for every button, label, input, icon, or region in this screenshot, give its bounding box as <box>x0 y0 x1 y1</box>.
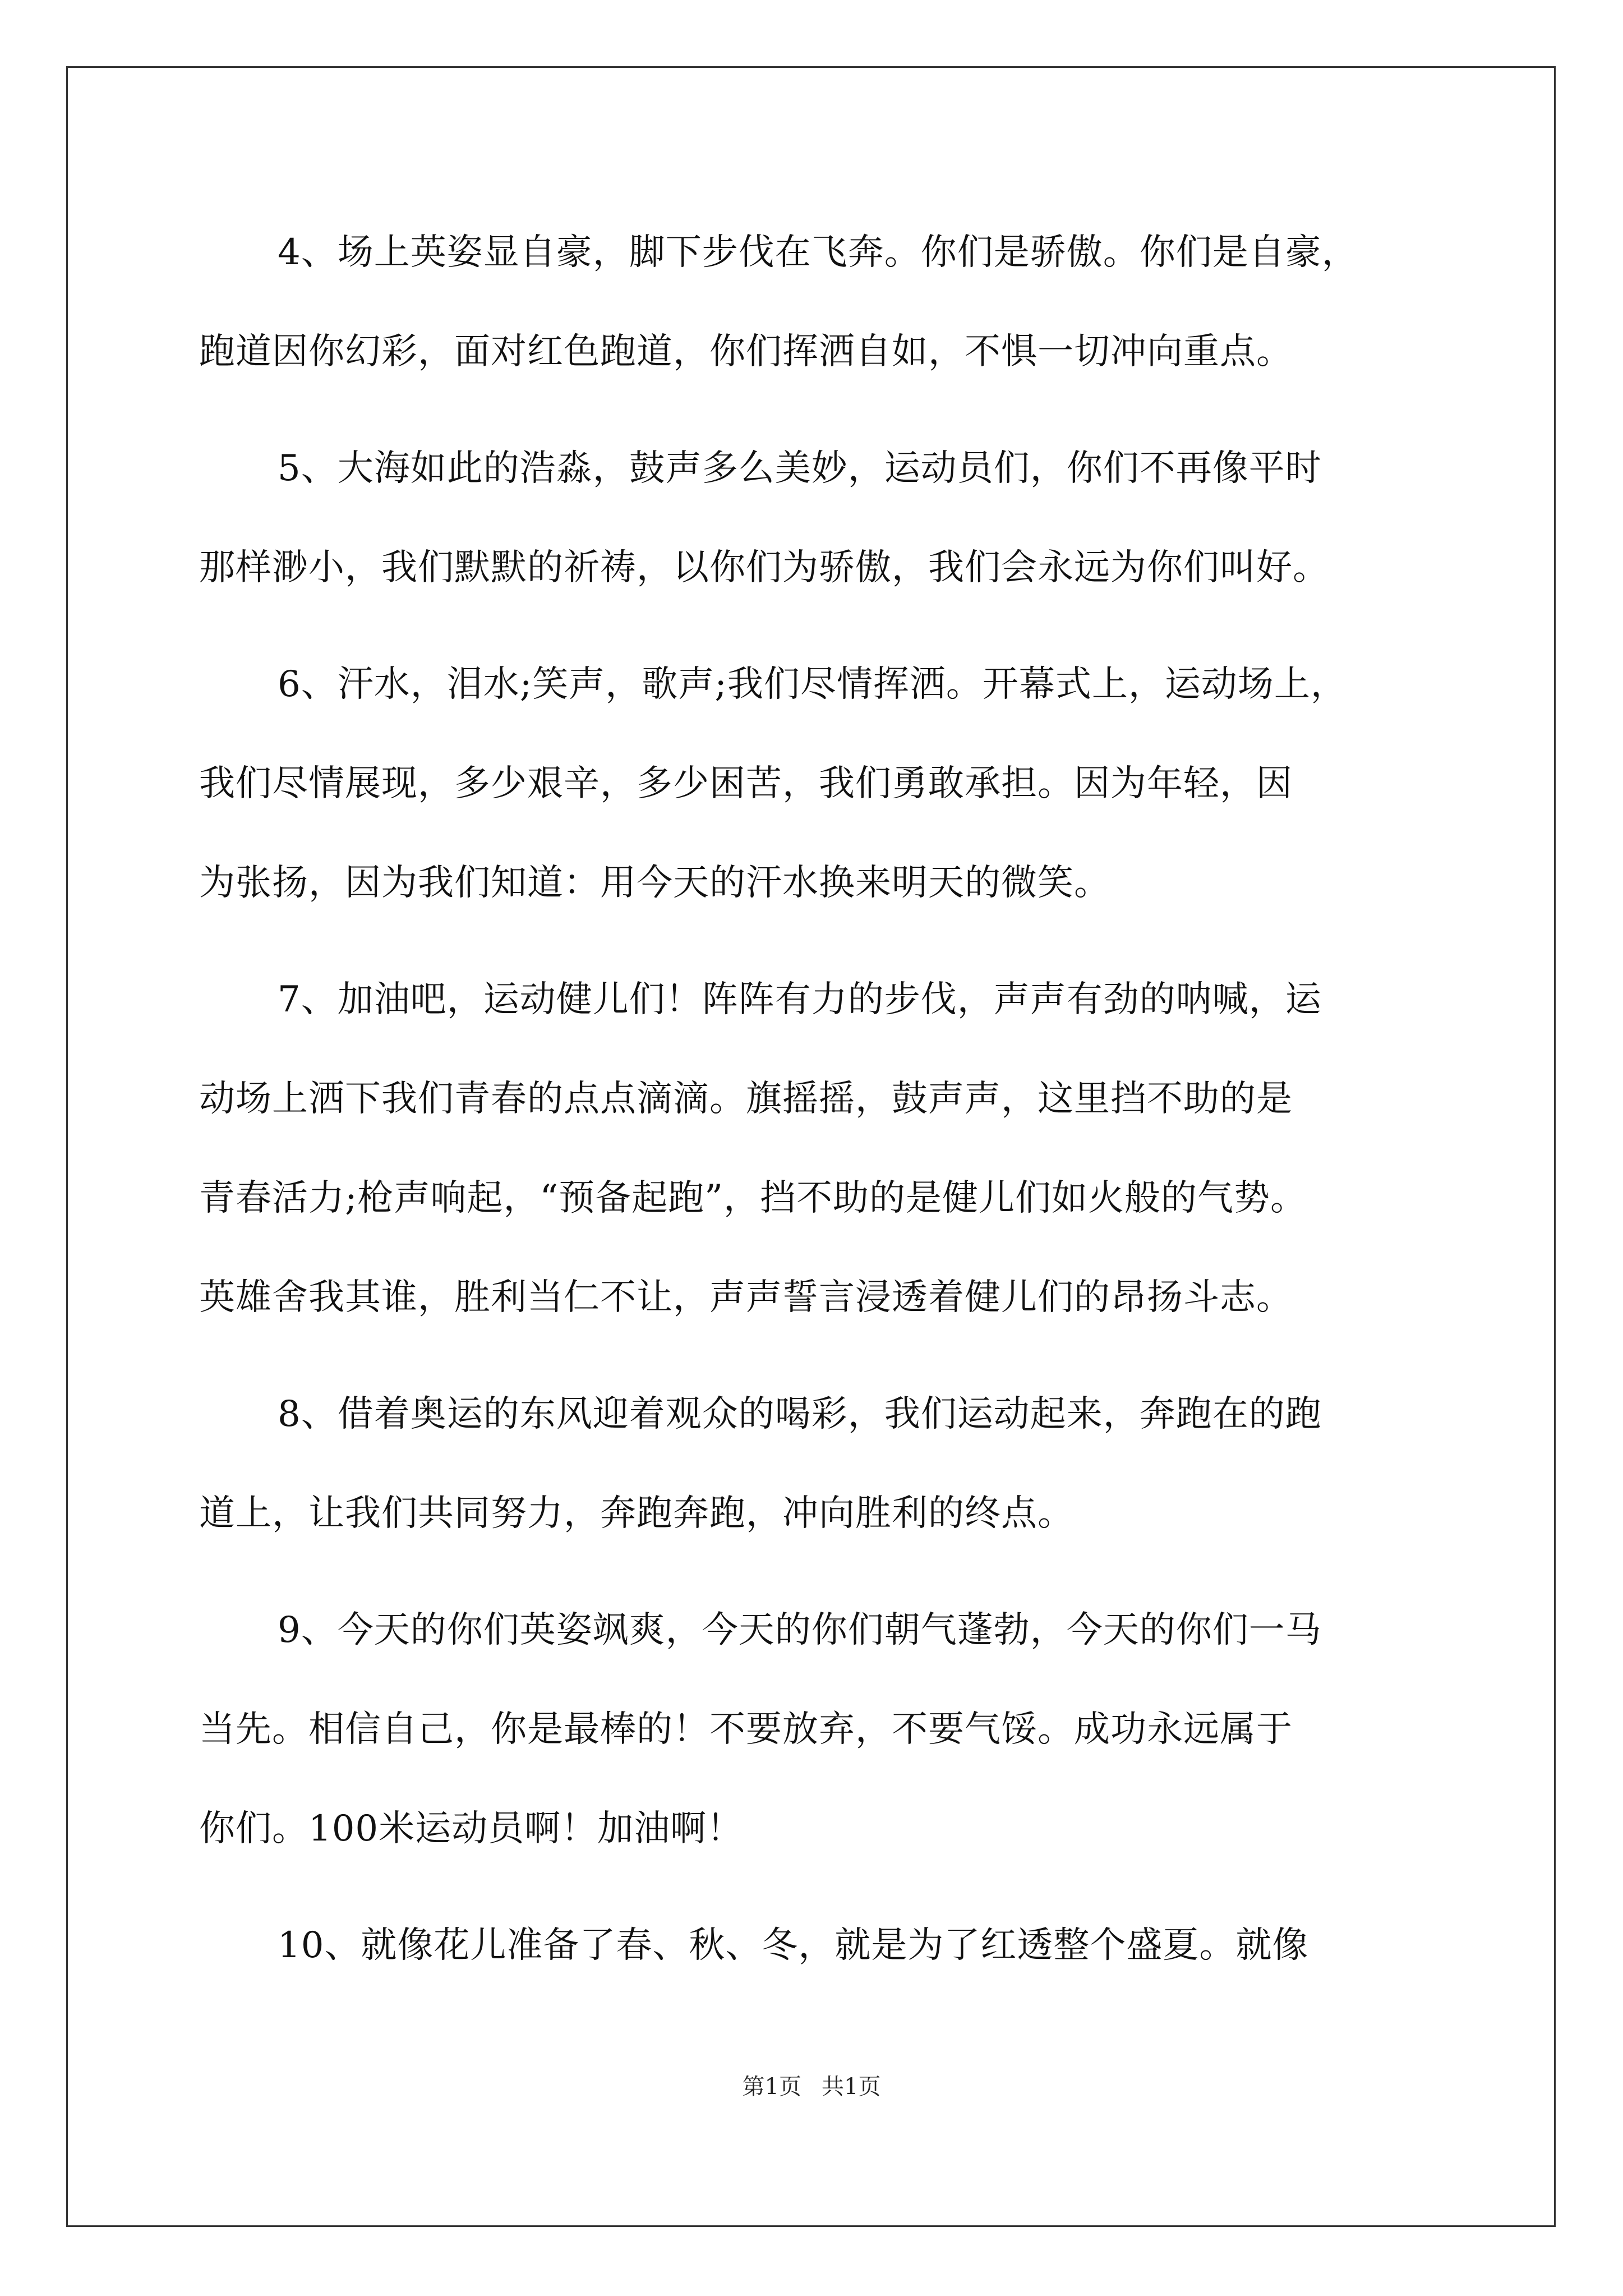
paragraph-9-line-3: 你们。100米运动员啊！加油啊！ <box>199 1808 744 1849</box>
paragraph-9-line-2: 当先。相信自己，你是最棒的！不要放弃，不要气馁。成功永远属于 <box>199 1709 1293 1750</box>
paragraph-5-line-2: 那样渺小，我们默默的祈祷，以你们为骄傲，我们会永远为你们叫好。 <box>199 547 1329 588</box>
paragraph-4-line-2: 跑道因你幻彩，面对红色跑道，你们挥洒自如，不惧一切冲向重点。 <box>199 331 1293 372</box>
paragraph-8-line-2: 道上，让我们共同努力，奔跑奔跑，冲向胜利的终点。 <box>199 1493 1074 1534</box>
paragraph-4-line-1: 4、场上英姿显自豪，脚下步伐在飞奔。你们是骄傲。你们是自豪， <box>278 232 1358 273</box>
page-frame <box>66 66 1556 2227</box>
paragraph-7-line-4: 英雄舍我其谁，胜利当仁不让，声声誓言浸透着健儿们的昂扬斗志。 <box>199 1277 1293 1318</box>
paragraph-6-line-2: 我们尽情展现，多少艰辛，多少困苦，我们勇敢承担。因为年轻，因 <box>199 763 1293 804</box>
paragraph-10-line-1: 10、就像花儿准备了春、秋、冬，就是为了红透整个盛夏。就像 <box>278 1925 1309 1966</box>
paragraph-7-line-1: 7、加油吧，运动健儿们！阵阵有力的步伐，声声有劲的呐喊，运 <box>278 979 1322 1020</box>
paragraph-7-line-3: 青春活力;枪声响起，“预备起跑”，挡不助的是健儿们如火般的气势。 <box>199 1177 1307 1219</box>
page-footer <box>0 2073 1623 2101</box>
paragraph-7-line-2: 动场上洒下我们青春的点点滴滴。旗摇摇，鼓声声，这里挡不助的是 <box>199 1078 1293 1120</box>
paragraph-6-line-1: 6、汗水，泪水;笑声，歌声;我们尽情挥洒。开幕式上，运动场上， <box>278 664 1347 705</box>
page-number: 第1页 <box>742 2074 801 2100</box>
paragraph-9-line-1: 9、今天的你们英姿飒爽，今天的你们朝气蓬勃，今天的你们一马 <box>278 1609 1322 1651</box>
paragraph-5-line-1: 5、大海如此的浩淼，鼓声多么美妙，运动员们，你们不再像平时 <box>278 448 1322 489</box>
paragraph-6-line-3: 为张扬，因为我们知道：用今天的汗水换来明天的微笑。 <box>199 862 1110 904</box>
page-total: 共1页 <box>822 2074 881 2100</box>
paragraph-8-line-1: 8、借着奥运的东风迎着观众的喝彩，我们运动起来，奔跑在的跑 <box>278 1393 1322 1435</box>
